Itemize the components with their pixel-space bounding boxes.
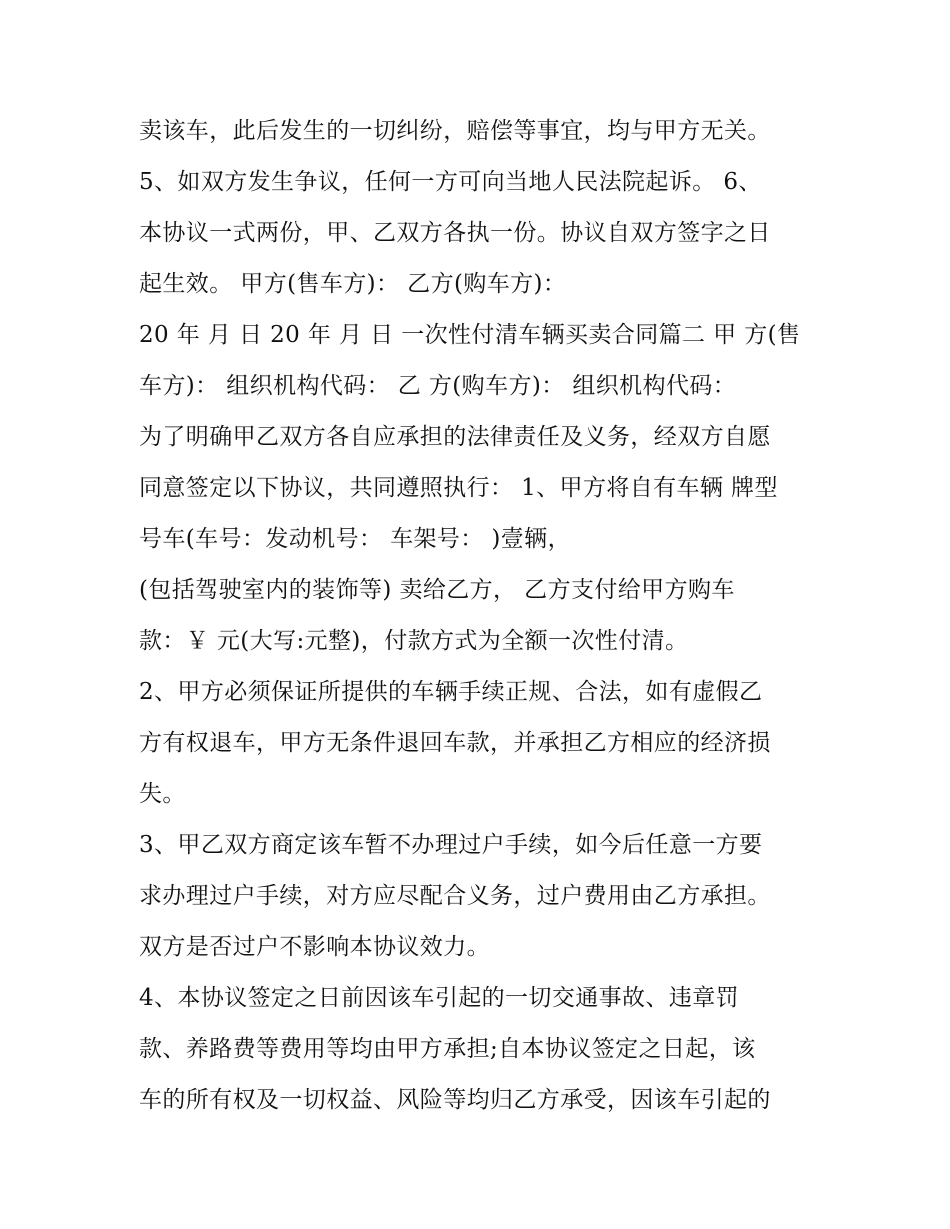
text-line-15: 3、甲乙双方商定该车暂不办理过户手续，如今后任意一方要 (139, 832, 763, 858)
text-line-11: 款：￥ 元(大写:元整)，付款方式为全额一次性付清。 (139, 628, 689, 654)
text-line-6: 车方)： 组织机构代码： 乙 方(购车方)： 组织机构代码： (139, 373, 737, 399)
text-line-10: (包括驾驶室内的装饰等) 卖给乙方， 乙方支付给甲方购车 (139, 577, 735, 603)
text-line-3: 本协议一式两份，甲、乙双方各执一份。协议自双方签字之日 (139, 220, 771, 246)
document-body (139, 106, 829, 1126)
text-line-12: 2、甲方必须保证所提供的车辆手续正规、合法，如有虚假乙 (139, 679, 763, 705)
text-line-9: 号车(车号：发动机号： 车架号： )壹辆， (139, 526, 571, 552)
text-line-19: 款、养路费等费用等均由甲方承担;自本协议签定之日起，该 (139, 1036, 756, 1062)
text-line-2: 5、如双方发生争议，任何一方可向当地人民法院起诉。 6、 (139, 169, 762, 195)
text-line-4: 起生效。 甲方(售车方)： 乙方(购车方)： (139, 271, 567, 297)
text-line-14: 失。 (139, 781, 186, 807)
text-line-17: 双方是否过户不影响本协议效力。 (139, 934, 490, 960)
text-line-7: 为了明确甲乙双方各自应承担的法律责任及义务，经双方自愿 (139, 424, 771, 450)
text-line-1: 卖该车，此后发生的一切纠纷，赔偿等事宜，均与甲方无关。 (139, 118, 771, 144)
text-line-16: 求办理过户手续，对方应尽配合义务，过户费用由乙方承担。 (139, 883, 771, 909)
text-line-8: 同意签定以下协议，共同遵照执行： 1、甲方将自有车辆 牌型 (139, 475, 778, 501)
text-line-13: 方有权退车，甲方无条件退回车款，并承担乙方相应的经济损 (139, 730, 771, 756)
text-line-20: 车的所有权及一切权益、风险等均归乙方承受，因该车引起的 (139, 1087, 771, 1113)
text-line-5: 20 年 月 日 20 年 月 日 一次性付清车辆买卖合同篇二 甲 方(售 (139, 322, 801, 348)
text-line-18: 4、本协议签定之日前因该车引起的一切交通事故、违章罚 (139, 985, 740, 1011)
